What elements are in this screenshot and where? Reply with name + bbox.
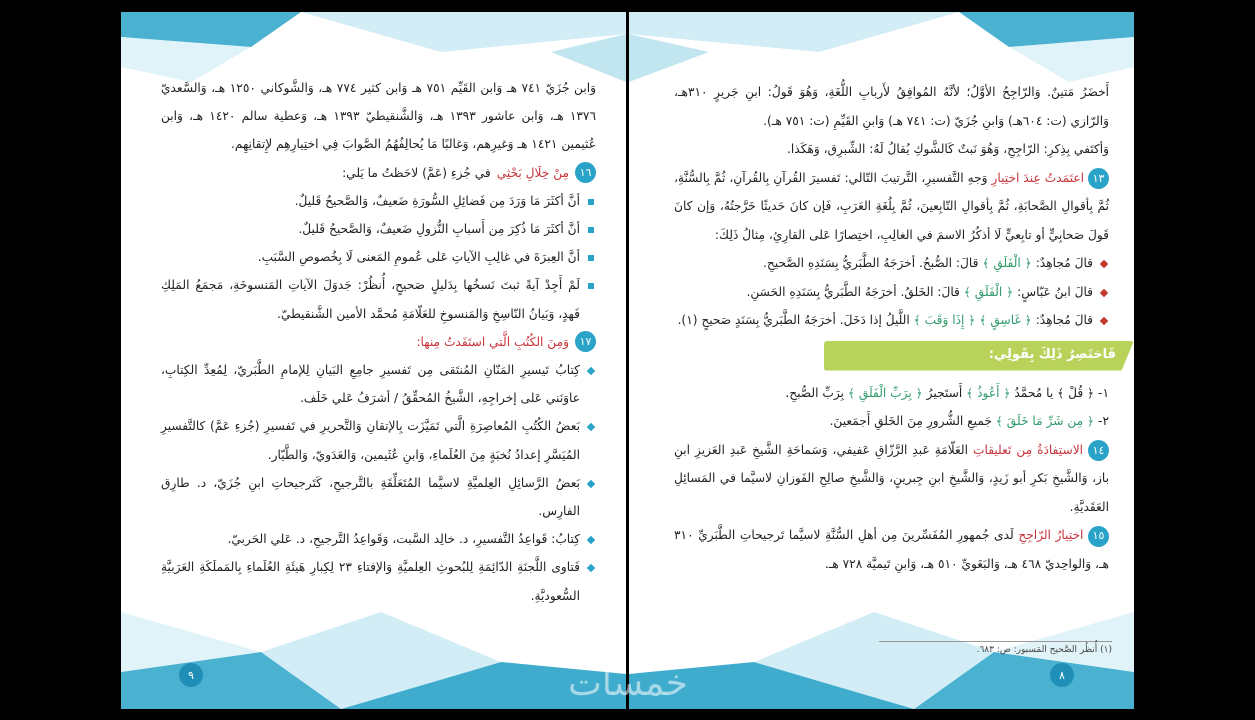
section-rest: العَلّامَةِ عَبدِ الرَّزّاقِ عَفيفي، وَسَماحَةِ الشَّيخِ عَبدِ العَزيزِ ابنِ باز، وَالشَّيخِ بَكرِ أبو زَيدٍ، وَالشَّيخِ ابنِ جِبرينٍ، وَالشَّيخِ صالِحِ الفَوزانِ لاسيَّما في المَسائِلِ العَقَديَّةِ.: [674, 442, 1109, 514]
left-body: [161, 74, 596, 610]
section-number: ١٤: [1088, 440, 1109, 461]
section-rest: في جُزءِ (عَمَّ) لاحَظتُ ما يَلي:: [342, 165, 491, 180]
section-number: ١٦: [575, 162, 596, 183]
bullet-icon: [586, 197, 596, 207]
example-item: قالَ مُجاهِدٌ: ﴿ غَاسِقٍ ﴾ ﴿ إِذَا وَقَبَ ﴾ اللَّيلُ إذا دَخَلَ. أخرَجَهُ الطَّبَريُّ بِسَنَدٍ صَحيحٍ (١).: [674, 306, 1109, 335]
example-item: قالَ ابنُ عَبّاسٍ: ﴿ الْفَلَقِ ﴾ قالَ: الخَلقُ. أخرَجَهُ الطَّبَريُّ بِسَنَدِهِ الحَسَنِ.: [674, 278, 1109, 307]
section-17-heading: [161, 328, 596, 356]
list-item: بَعضُ الرَّسائِلِ العِلميَّةِ لاسيَّما المُتَعَلِّقَةِ بالتَّرجيحِ، كَتَرجيحاتِ ابنِ جُزَيّ، د. طارِق الفارِس.: [161, 469, 596, 525]
intro-paragraph: وَأكتَفي بِذِكرِ: الرّاجِحِ، وَهُوَ نَبتٌ كَالشَّوكِ يُقالُ لَهُ: الشِّبرِق، وَهَكَذا.: [787, 142, 1109, 156]
list-item: أنَّ أكثَرَ مَا ذُكِرَ مِن أَسبابِ النُّزولِ ضَعيفٌ، وَالصَّحيحُ قَليلٌ.: [161, 215, 596, 243]
section-number: ١٥: [1088, 526, 1109, 547]
example-item: قالَ مُجاهِدٌ: ﴿ الْفَلَقِ ﴾ قالَ: الصُّبحُ. أخرَجَهُ الطَّبَريُّ بِسَنَدِهِ الصَّحيحِ.: [674, 249, 1109, 278]
diamond-bullet-icon: [1097, 285, 1111, 299]
list-item: فَتاوى اللَّجنَةِ الدّائِمَةِ لِلبُحوثِ العِلميَّةِ وَالإفتاءِ ٢٣ لِكِبارِ هَيئَةِ العُلَماءِ بِالمَملَكَةِ العَرَبيَّةِ السُّعوديَّةِ.: [161, 553, 596, 609]
summary-banner: [824, 341, 1134, 371]
diamond-bullet-icon: [584, 533, 598, 547]
diamond-bullet-icon: [1097, 314, 1111, 328]
diamond-bullet-icon: [1097, 257, 1111, 271]
list-item: أنَّ العِبرَةَ في غالِبِ الآياتِ عَلى عُمومِ المَعنى لَا بِخُصوصِ السَّبَبِ.: [161, 243, 596, 271]
watermark-logo: خمسات: [567, 663, 689, 704]
section-16-heading: [161, 159, 596, 187]
page-number: ٩: [179, 663, 203, 687]
right-body: [674, 78, 1116, 578]
right-page: [629, 12, 1134, 709]
page-number: ٨: [1050, 663, 1074, 687]
diamond-bullet-icon: [584, 561, 598, 575]
list-item: أنَّ أكثَرَ مَا وَرَدَ مِن فَضائِلِ السُّورَةِ ضَعيفٌ، وَالصَّحيحُ قَليلٌ.: [161, 187, 596, 215]
section-number: ١٣: [1088, 168, 1109, 189]
intro-paragraph: أَخضَرُ مَتينٌ. وَالرّاجِحُ الأوَّلُ؛ لأنَّهُ المُوافِقُ لأَربابِ اللُّغَةِ، وَهُوَ قَولُ: ابنِ جَريرٍ ٣١٠هـ، وَالرّازي (ت: ٦٠٤هـ) وَابنِ جُزَيّ (ت: ٧٤١ هـ) وَابنِ القَيِّمِ (ت: ٧٥١ هـ).: [674, 85, 1109, 128]
section-title: مِنْ خِلَالِ بَحْثِي: [496, 165, 569, 180]
section-title: وَمِنَ الكُتُبِ الَّتي استَفَدتُ مِنها:: [416, 334, 569, 349]
section-rest: وَجهِ التَّفسيرِ، التَّرتيبَ التّالي: تَفسيرَ القُرآنِ بِالقُرآنِ، ثُمَّ بِالسُّنَّةِ، ثُمَّ بِأقوالِ الصَّحابَةِ، ثُمَّ بِأقوالِ التّابِعينَ، ثُمَّ بِلُغَةِ العَرَبِ، فَإن كانَ حَديثًا خَرَّجتُهُ، وَإن كانَ قَولَ صَحابِيٍّ أو تابِعيٍّ لَا أذكُرُ الاسمَ في الغالِبِ، اختِصارًا عَلى القارِئِ، مِثالُ ذَلِكَ:: [674, 170, 1109, 242]
section-rest: لَدى جُمهورِ المُفَسِّرينَ مِن أهلِ السُّنَّةِ لاسيَّما تَرجيحاتِ الطَّبَريِّ ٣١٠ هـ، وَالواحِديّ ٤٦٨ هـ، وَالبَغَويِّ ٥١٠ هـ، وَابنِ تَيميَّة ٧٢٨ هـ.: [674, 528, 1109, 571]
bullet-icon: [586, 225, 596, 235]
diamond-bullet-icon: [584, 477, 598, 491]
section-title: اختِيارُ الرّاجِحِ: [1018, 528, 1084, 542]
list-item: كِتابُ: قَواعِدُ التَّفسيرِ، د. خالِد السَّبت، وَقَواعِدُ التَّرجيحِ، د. عَلي الحَربيّ.: [161, 525, 596, 553]
section-title: اعتَمَدتُ عِندَ اختِيارِ: [991, 170, 1084, 185]
list-item: كِتابُ تَيسيرِ المَنّانِ المُنتَقى مِن تَفسيرِ جامِعِ البَيانِ لِلإمامِ الطَّبَريّ، لِمُعِدِّ الكِتابِ، عاوَنَني عَلى إخراجِهِ، الشَّيخُ المُحقِّقُ / أشرَفُ عَلي خَلَف.: [161, 356, 596, 412]
list-item: بَعضُ الكُتُبِ المُعاصِرَةِ الَّتي تَمَيَّزَت بِالإتقانِ وَالتَّحريرِ في تَفسيرِ (جُزءِ عَمَّ) كالتَّفسيرِ المُيَسَّرِ إعدادُ نُخبَةٍ مِنَ العُلَماءِ، وَابنِ عُثَيمين، وَالعَدَويّ، وَالطَّيّار.: [161, 412, 596, 468]
banner-label: فَاختَصِرُ ذَلِكَ بِقَولِي:: [988, 347, 1116, 363]
summary-line: ٢- ﴿ مِن شَرِّ مَا خَلَقَ ﴾ جَميعِ الشُّرورِ مِنَ الخَلقِ أَجمَعينَ.: [829, 414, 1109, 428]
section-title: الاستِفادَةُ مِن تَعليقاتِ: [973, 442, 1084, 457]
summary-line: ١- ﴿ قُلْ ﴾ يا مُحمَّدُ ﴿ أَعُوذُ ﴾ أَستَجيرُ ﴿ بِرَبِّ الْفَلَقِ ﴾ بِرَبِّ الصُّبحِ.: [785, 385, 1109, 400]
section-number: ١٧: [575, 331, 596, 352]
diamond-bullet-icon: [584, 364, 598, 378]
section-14: [674, 436, 1109, 522]
left-page: [121, 12, 626, 709]
section-15: [674, 521, 1109, 578]
list-item: لَمْ أَجِدْ آيةً ثبتَ نَسخُها بِدَليلٍ صَحيحٍ، أُنظُرْ: جَدوَلَ الآياتِ المَنسوخَةِ، مَجمَعُ المَلِكِ فَهدٍ، وَبَيانُ النّاسِخِ وَالمَنسوخِ للعَلّامَةِ مُحمَّد الأمين الشَّنقيطيّ.: [161, 271, 596, 327]
diamond-bullet-icon: [584, 420, 598, 434]
bullet-icon: [586, 281, 596, 291]
intro-paragraph: وَابن جُزَيّ ٧٤١ هـ وَابن القَيِّم ٧٥١ هـ وَابن كثير ٧٧٤ هـ، وَالشَّوكاني ١٢٥٠ هـ، وَالسَّعديّ ١٣٧٦ هـ، وَابن عاشور ١٣٩٣ هـ، وَالشَّنقيطيّ ١٣٩٣ هـ، وَعطية سالم ١٤٢٠ هـ، وَابن عُثيمين ١٤٢١ هـ وَغيرِهم، وَغالبًا مَا يُحالِفُهُمُ الصَّوابَ فِي اختِيارِهِم لإِتقانِهِم.: [161, 81, 597, 152]
footnote: (١) أُنظُر الصَّحيح المَسبور: ص: ٦٨٣.: [879, 641, 1112, 655]
section-13: [674, 164, 1109, 250]
bullet-icon: [586, 253, 596, 263]
